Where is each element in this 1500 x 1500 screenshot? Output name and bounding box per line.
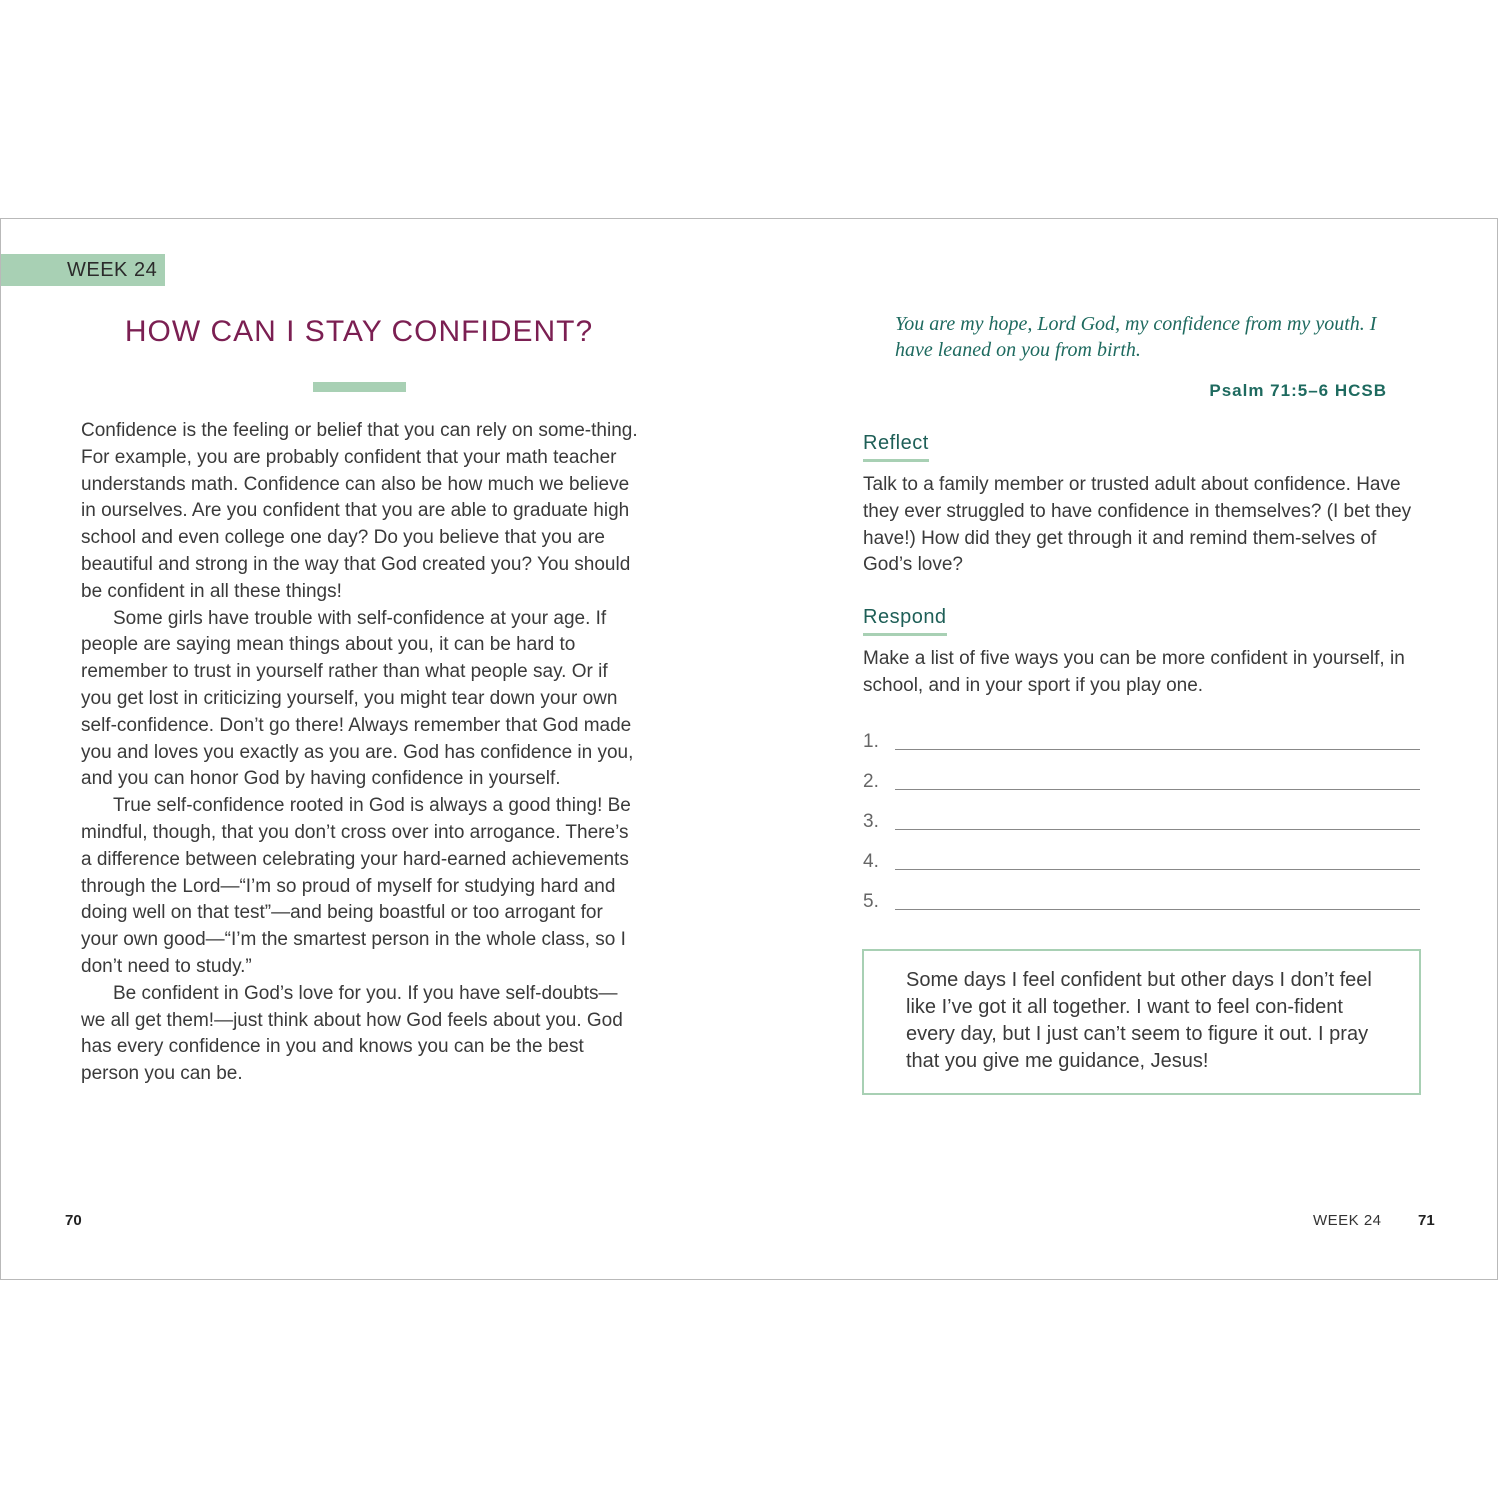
answer-number: 5.	[863, 891, 879, 912]
book-spread	[0, 218, 1498, 1280]
answer-list	[863, 713, 1420, 913]
answer-blank[interactable]	[895, 869, 1420, 870]
answer-number: 4.	[863, 851, 879, 872]
answer-blank[interactable]	[895, 749, 1420, 750]
answer-blank[interactable]	[895, 909, 1420, 910]
page-number-right: 71	[1418, 1212, 1435, 1229]
prayer-box	[862, 949, 1421, 1095]
answer-number: 1.	[863, 731, 879, 752]
answer-blank[interactable]	[895, 789, 1420, 790]
scripture-verse: You are my hope, Lord God, my confidence from my youth. I have leaned on you from birth.	[895, 313, 1377, 361]
respond-text: Make a list of five ways you can be more confident in yourself, in school, and in your sport if you play one.	[863, 648, 1405, 696]
answer-number: 2.	[863, 771, 879, 792]
prayer-text: Some days I feel confident but other days I don’t feel like I’ve got it all together. I want to feel con-fident every day, but I just can’t seem to figure it out. I pray that you give me guidance, Jesus!	[906, 969, 1372, 1072]
page-title: HOW CAN I STAY CONFIDENT?	[124, 315, 594, 348]
reflect-heading: Reflect	[863, 432, 929, 459]
footer-week-label: WEEK 24	[1313, 1212, 1382, 1229]
scripture-reference: Psalm 71:5–6 HCSB	[1209, 381, 1387, 400]
title-divider	[313, 382, 406, 392]
week-tab: WEEK 24	[1, 254, 165, 286]
body-paragraph-3: True self-confidence rooted in God is always a good thing! Be mindful, though, that you don’t cross over into arrogance. There’s a difference between celebrating your hard-earned achievements through the Lord—“I’m so proud of myself for studying hard and doing well on that test”—and being boastful or too arrogant for your own good—“I’m the smartest person in the whole class, so I don’t need to study.”	[81, 795, 631, 977]
body-paragraph-2: Some girls have trouble with self-confidence at your age. If people are saying mean things about you, it can be hard to remember to trust in yourself rather than what people say. Or if you get lost in criticizing yourself, you might tear down your own self-confidence. Don’t go there! Always remember that God made you and loves you exactly as you are. God has confidence in you, and you can honor God by having confidence in yourself.	[81, 607, 634, 790]
answer-number: 3.	[863, 811, 879, 832]
body-paragraph-1: Confidence is the feeling or belief that you can rely on some-thing. For example, you are probably confident that your math teacher understands math. Confidence can also be how much we believe in ourselves. Are you confident that you are able to graduate high school and even college one day? Do you believe that you are beautiful and strong in the way that God created you? You should be confident in all these things!	[81, 420, 638, 602]
body-text	[81, 418, 641, 1088]
respond-heading: Respond	[863, 606, 947, 633]
answer-line[interactable]	[863, 873, 1420, 913]
page-number-left: 70	[65, 1212, 82, 1229]
answer-blank[interactable]	[895, 829, 1420, 830]
body-paragraph-4: Be confident in God’s love for you. If you have self-doubts—we all get them!—just think about how God feels about you. God has every confidence in you and knows you can be the best person you can be.	[81, 982, 623, 1085]
answer-line[interactable]	[863, 793, 1420, 833]
reflect-text: Talk to a family member or trusted adult about confidence. Have they ever struggled to have confidence in themselves? (I bet they have!) How did they get through it and remind them-selves of God’s love?	[863, 474, 1412, 576]
answer-line[interactable]	[863, 753, 1420, 793]
answer-line[interactable]	[863, 713, 1420, 753]
answer-line[interactable]	[863, 833, 1420, 873]
